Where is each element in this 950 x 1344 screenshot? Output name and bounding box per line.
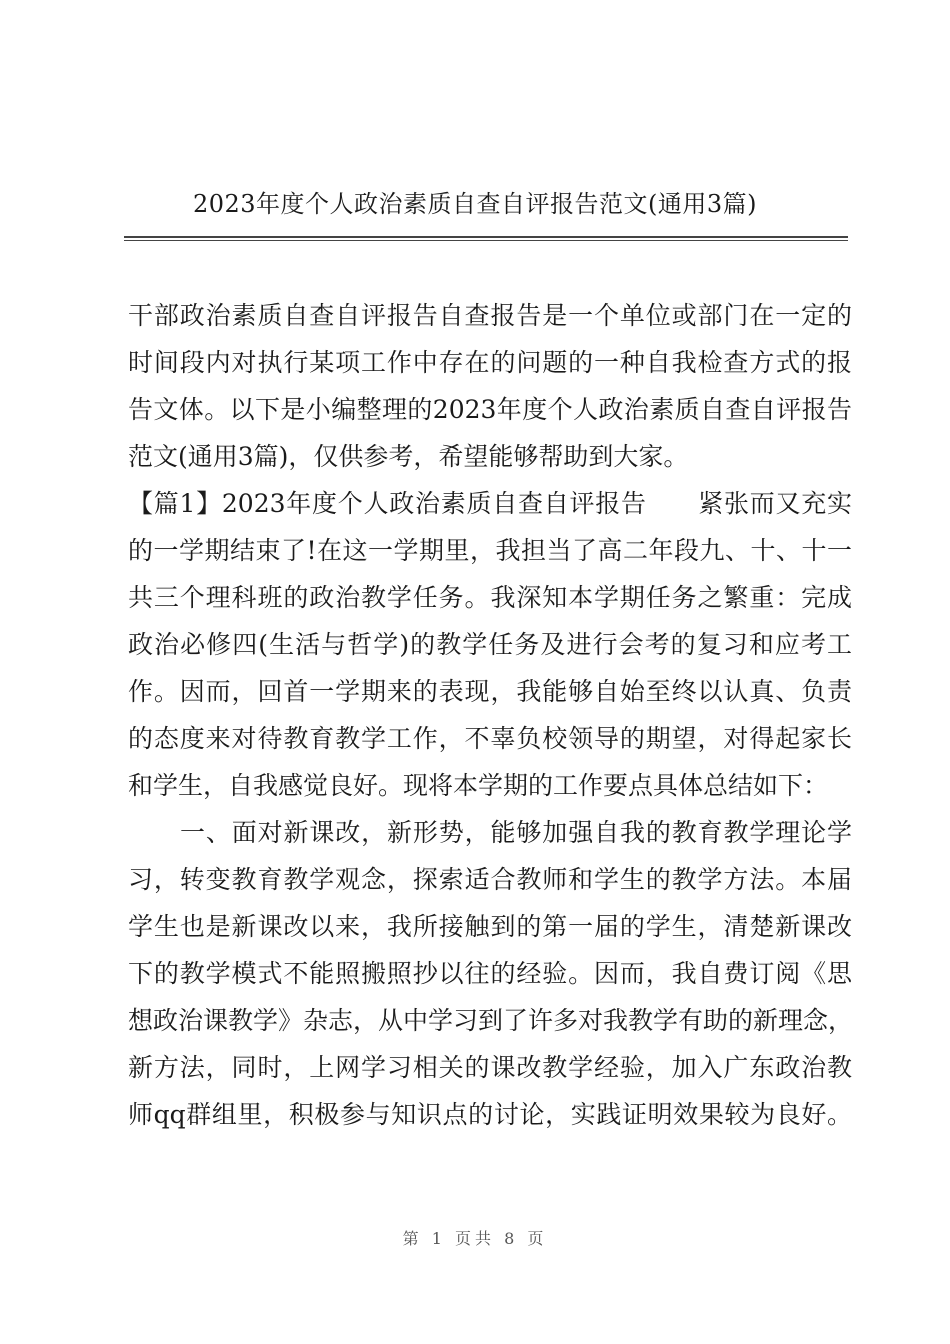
text-line: 和学生，自我感觉良好。现将本学期的工作要点具体总结如下： <box>128 771 829 800</box>
text-line: 时间段内对执行某项工作中存在的问题的一种自我检查方式的报 <box>128 348 852 377</box>
intro-paragraph <box>128 292 852 480</box>
text-line: 师qq群组里，积极参与知识点的讨论，实践证明效果较为良好。 <box>128 1100 852 1129</box>
point-1-paragraph <box>128 809 852 1138</box>
section-1-paragraph <box>128 480 852 809</box>
text-line: 一、面对新课改，新形势，能够加强自我的教育教学理论学 <box>180 818 852 847</box>
text-line: 告文体。以下是小编整理的2023年度个人政治素质自查自评报告 <box>128 395 852 424</box>
text-line: 共三个理科班的政治教学任务。我深知本学期任务之繁重：完成 <box>128 583 852 612</box>
text-line: 干部政治素质自查自评报告自查报告是一个单位或部门在一定的 <box>128 301 852 330</box>
text-line: 的态度来对待教育教学工作，不辜负校领导的期望，对得起家长 <box>128 724 852 753</box>
document-body <box>128 292 852 1138</box>
text-line: 【篇1】2023年度个人政治素质自查自评报告 紧张而又充实 <box>128 489 852 518</box>
text-line: 范文(通用3篇)，仅供参考，希望能够帮助到大家。 <box>128 442 689 471</box>
text-line: 下的教学模式不能照搬照抄以往的经验。因而，我自费订阅《思 <box>128 959 852 988</box>
text-line: 政治必修四(生活与哲学)的教学任务及进行会考的复习和应考工 <box>128 630 852 659</box>
text-line: 习，转变教育教学观念，探索适合教师和学生的教学方法。本届 <box>128 865 852 894</box>
page-number-footer: 第 1 页共 8 页 <box>402 1229 548 1248</box>
text-line: 的一学期结束了!在这一学期里，我担当了高二年段九、十、十一 <box>128 536 852 565</box>
text-line: 学生也是新课改以来，我所接触到的第一届的学生，清楚新课改 <box>128 912 852 941</box>
text-line: 作。因而，回首一学期来的表现，我能够自始至终以认真、负责 <box>128 677 852 706</box>
text-line: 新方法，同时，上网学习相关的课改教学经验，加入广东政治教 <box>128 1053 852 1082</box>
document-title: 2023年度个人政治素质自查自评报告范文(通用3篇) <box>192 190 758 218</box>
title-divider <box>124 236 848 241</box>
text-line: 想政治课教学》杂志，从中学习到了许多对我教学有助的新理念， <box>128 1006 854 1035</box>
